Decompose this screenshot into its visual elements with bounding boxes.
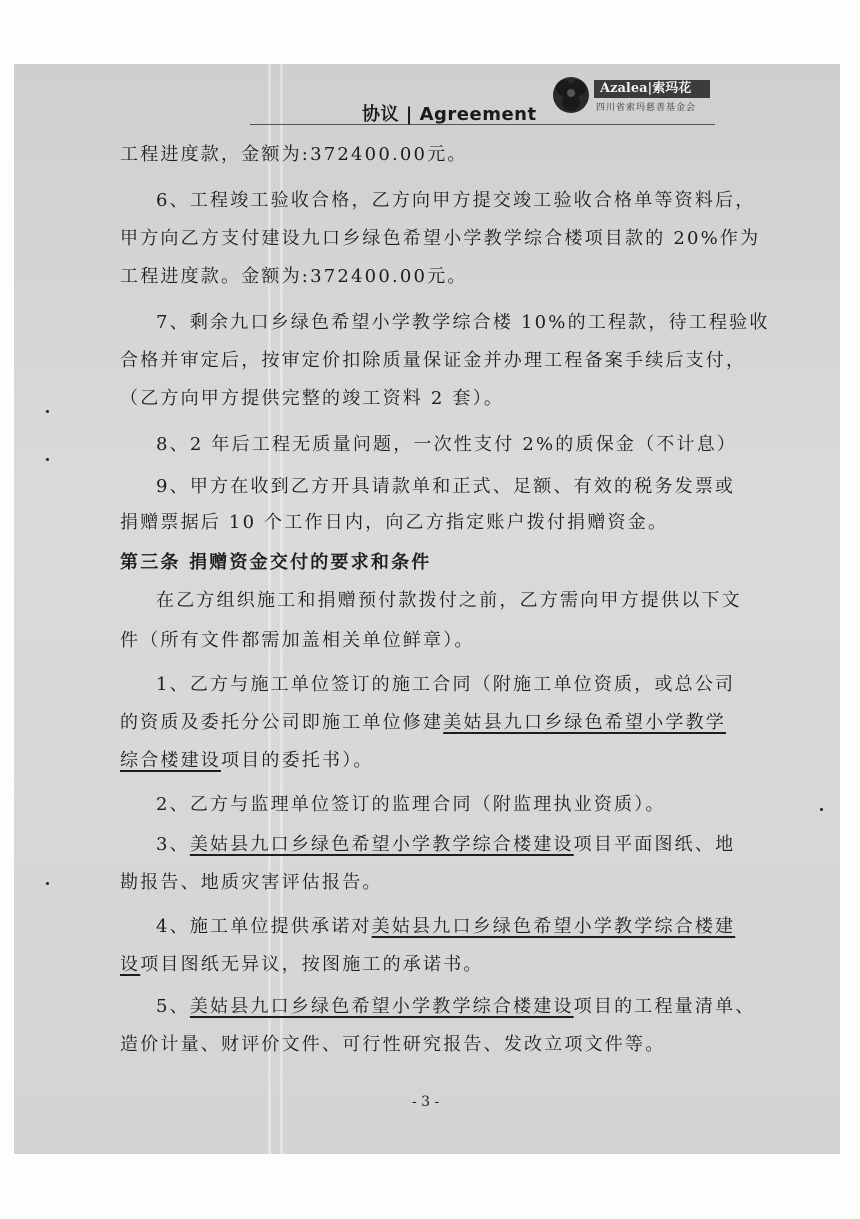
underlined-project-name: 美姑县九口乡绿色希望小学教学综合楼建设 <box>189 996 574 1017</box>
scan-speck <box>46 410 49 413</box>
text-line <box>120 746 374 772</box>
page-number: - 3 - <box>412 1094 440 1110</box>
scan-speck <box>46 458 49 461</box>
text-line <box>156 992 755 1018</box>
foundation-logo <box>550 78 720 114</box>
text-segment: 项目的工程量清单、 <box>573 996 756 1017</box>
text-segment: 项目的委托书）。 <box>221 750 374 771</box>
text-line: 9、甲方在收到乙方开具请款单和正式、足额、有效的税务发票或 <box>156 476 736 497</box>
text-line: 工程进度款，金额为:372400.00元。 <box>120 144 468 165</box>
section-heading: 第三条 捐赠资金交付的要求和条件 <box>120 552 432 573</box>
underlined-project-name: 美姑县九口乡绿色希望小学教学综合楼建设 <box>189 834 574 855</box>
underlined-project-name: 综合楼建设 <box>120 750 221 771</box>
header-title: 协议 | Agreement <box>362 104 537 125</box>
text-line: 8、2 年后工程无质量问题，一次性支付 2%的质保金（不计息） <box>156 434 738 455</box>
text-line: （乙方向甲方提供完整的竣工资料 2 套）。 <box>120 388 505 409</box>
text-line <box>120 950 484 976</box>
azalea-flower-icon <box>550 74 592 116</box>
text-line: 6、工程竣工验收合格，乙方向甲方提交竣工验收合格单等资料后， <box>156 190 756 211</box>
text-segment: 5、 <box>156 996 190 1017</box>
text-segment: 的资质及委托分公司即施工单位修建 <box>120 712 444 733</box>
text-line <box>156 830 735 856</box>
scan-speck <box>820 808 823 811</box>
text-line: 在乙方组织施工和捐赠预付款拨付之前，乙方需向甲方提供以下文 <box>156 590 742 611</box>
text-segment: 4、施工单位提供承诺对 <box>156 916 372 937</box>
text-line: 2、乙方与监理单位签订的监理合同（附监理执业资质）。 <box>156 794 666 815</box>
underlined-project-name: 美姑县九口乡绿色希望小学教学 <box>443 712 727 733</box>
text-line: 件（所有文件都需加盖相关单位鲜章）。 <box>120 630 475 651</box>
brand-name: Azalea|索玛花 <box>594 80 710 98</box>
underlined-project-name: 美姑县九口乡绿色希望小学教学综合楼建 <box>371 916 736 937</box>
underlined-project-name: 设 <box>120 954 141 975</box>
text-line <box>156 912 735 938</box>
text-line <box>120 708 726 734</box>
text-line: 工程进度款。金额为:372400.00元。 <box>120 266 468 287</box>
scan-speck <box>46 882 49 885</box>
text-segment: 3、 <box>156 834 190 855</box>
text-line: 捐赠票据后 10 个工作日内，向乙方指定账户拨付捐赠资金。 <box>120 512 669 533</box>
text-segment: 项目平面图纸、地 <box>573 834 736 855</box>
text-line: 甲方向乙方支付建设九口乡绿色希望小学教学综合楼项目款的 20%作为 <box>120 228 761 249</box>
text-line: 合格并审定后，按审定价扣除质量保证金并办理工程备案手续后支付， <box>120 350 747 371</box>
text-line: 勘报告、地质灾害评估报告。 <box>120 872 383 893</box>
text-segment: 项目图纸无异议，按图施工的承诺书。 <box>140 954 484 975</box>
text-line: 7、剩余九口乡绿色希望小学教学综合楼 10%的工程款，待工程验收 <box>156 312 770 333</box>
text-line: 1、乙方与施工单位签订的施工合同（附施工单位资质，或总公司 <box>156 674 736 695</box>
text-line: 造价计量、财评价文件、可行性研究报告、发改立项文件等。 <box>120 1034 666 1055</box>
organization-name: 四川省索玛慈善基金会 <box>596 103 697 113</box>
